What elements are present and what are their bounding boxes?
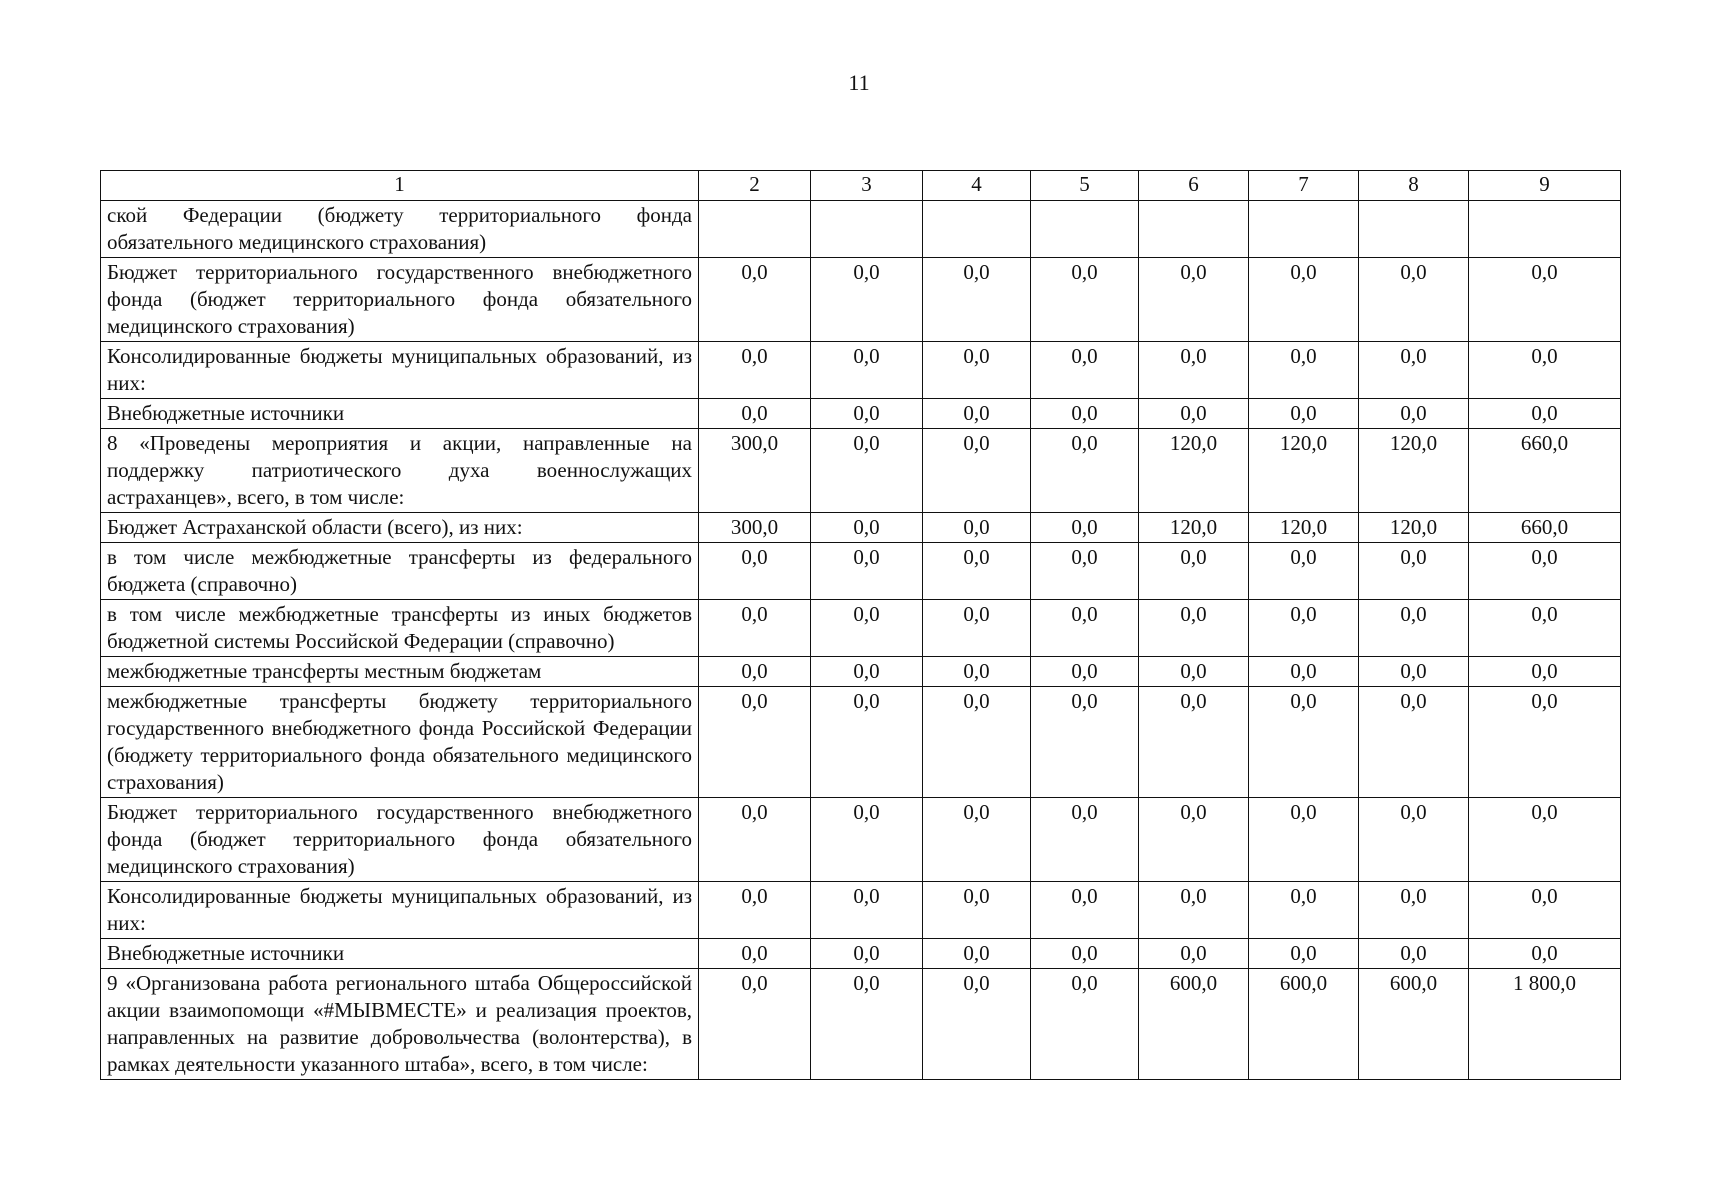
value-cell: 0,0 xyxy=(1139,882,1249,939)
value-cell: 0,0 xyxy=(1249,687,1359,798)
value-cell: 0,0 xyxy=(699,882,811,939)
value-cell: 0,0 xyxy=(1031,342,1139,399)
value-cell: 0,0 xyxy=(1139,342,1249,399)
value-cell: 0,0 xyxy=(811,969,923,1080)
value-cell: 0,0 xyxy=(1469,687,1621,798)
value-cell: 600,0 xyxy=(1249,969,1359,1080)
value-cell: 0,0 xyxy=(699,939,811,969)
value-cell: 0,0 xyxy=(811,687,923,798)
row-label: межбюджетные трансферты бюджету территориального государственного внебюджетного фонда Российской Федерации (бюджету территориального фонда обязательного медицинского страхования) xyxy=(101,687,699,798)
value-cell: 1 800,0 xyxy=(1469,969,1621,1080)
row-label: 9 «Организована работа регионального штаба Общероссийской акции взаимопомощи «#МЫВМЕСТЕ» и реализация проектов, направленных на развитие добровольчества (волонтерства), в рамках деятельности указанного штаба», всего, в том числе: xyxy=(101,969,699,1080)
value-cell xyxy=(1031,201,1139,258)
value-cell: 0,0 xyxy=(1031,399,1139,429)
table-row xyxy=(101,342,1621,399)
table-row xyxy=(101,399,1621,429)
budget-table xyxy=(100,170,1621,1080)
row-label: Бюджет территориального государственного внебюджетного фонда (бюджет территориального фонда обязательного медицинского страхования) xyxy=(101,798,699,882)
row-label: Консолидированные бюджеты муниципальных образований, из них: xyxy=(101,882,699,939)
value-cell: 0,0 xyxy=(1139,657,1249,687)
value-cell: 0,0 xyxy=(1359,657,1469,687)
value-cell: 120,0 xyxy=(1359,513,1469,543)
table-row xyxy=(101,882,1621,939)
value-cell: 0,0 xyxy=(699,687,811,798)
value-cell: 120,0 xyxy=(1139,513,1249,543)
value-cell: 120,0 xyxy=(1139,429,1249,513)
value-cell: 0,0 xyxy=(1139,687,1249,798)
value-cell: 0,0 xyxy=(1031,429,1139,513)
value-cell: 0,0 xyxy=(811,342,923,399)
value-cell: 0,0 xyxy=(1139,258,1249,342)
value-cell: 0,0 xyxy=(1139,399,1249,429)
value-cell: 0,0 xyxy=(811,543,923,600)
value-cell: 0,0 xyxy=(1031,939,1139,969)
value-cell: 0,0 xyxy=(923,429,1031,513)
value-cell: 0,0 xyxy=(923,798,1031,882)
table-row xyxy=(101,258,1621,342)
value-cell: 0,0 xyxy=(1359,798,1469,882)
value-cell: 0,0 xyxy=(699,342,811,399)
value-cell: 0,0 xyxy=(699,543,811,600)
value-cell: 0,0 xyxy=(1359,882,1469,939)
value-cell xyxy=(1249,201,1359,258)
value-cell xyxy=(811,201,923,258)
value-cell: 0,0 xyxy=(923,687,1031,798)
value-cell: 600,0 xyxy=(1359,969,1469,1080)
value-cell: 0,0 xyxy=(1249,258,1359,342)
value-cell: 0,0 xyxy=(811,657,923,687)
value-cell: 0,0 xyxy=(923,600,1031,657)
value-cell: 0,0 xyxy=(1031,657,1139,687)
value-cell: 120,0 xyxy=(1359,429,1469,513)
value-cell: 0,0 xyxy=(923,543,1031,600)
value-cell: 0,0 xyxy=(923,657,1031,687)
value-cell: 0,0 xyxy=(699,969,811,1080)
value-cell: 0,0 xyxy=(1249,600,1359,657)
page-number: 11 xyxy=(848,70,870,95)
value-cell: 0,0 xyxy=(1031,969,1139,1080)
value-cell: 0,0 xyxy=(923,342,1031,399)
row-label: 8 «Проведены мероприятия и акции, направленные на поддержку патриотического духа военнослужащих астраханцев», всего, в том числе: xyxy=(101,429,699,513)
value-cell: 0,0 xyxy=(811,513,923,543)
table-row xyxy=(101,687,1621,798)
row-label: Внебюджетные источники xyxy=(101,939,699,969)
value-cell: 0,0 xyxy=(1031,513,1139,543)
value-cell xyxy=(1359,201,1469,258)
value-cell: 0,0 xyxy=(1469,939,1621,969)
value-cell: 300,0 xyxy=(699,429,811,513)
column-header: 8 xyxy=(1359,171,1469,201)
value-cell: 0,0 xyxy=(1139,543,1249,600)
value-cell: 0,0 xyxy=(811,882,923,939)
value-cell: 300,0 xyxy=(699,513,811,543)
column-header: 9 xyxy=(1469,171,1621,201)
value-cell: 0,0 xyxy=(1469,657,1621,687)
column-header: 3 xyxy=(811,171,923,201)
value-cell: 0,0 xyxy=(1249,939,1359,969)
row-label: Консолидированные бюджеты муниципальных образований, из них: xyxy=(101,342,699,399)
column-header: 1 xyxy=(101,171,699,201)
row-label: Бюджет Астраханской области (всего), из них: xyxy=(101,513,699,543)
table-row xyxy=(101,657,1621,687)
table-row xyxy=(101,798,1621,882)
value-cell: 0,0 xyxy=(1249,798,1359,882)
value-cell: 0,0 xyxy=(1469,543,1621,600)
row-label: межбюджетные трансферты местным бюджетам xyxy=(101,657,699,687)
value-cell: 0,0 xyxy=(699,798,811,882)
value-cell: 0,0 xyxy=(923,969,1031,1080)
value-cell: 0,0 xyxy=(1031,258,1139,342)
value-cell: 0,0 xyxy=(923,939,1031,969)
header-row xyxy=(101,171,1621,201)
value-cell: 0,0 xyxy=(811,429,923,513)
table-row xyxy=(101,201,1621,258)
value-cell: 0,0 xyxy=(811,399,923,429)
value-cell xyxy=(699,201,811,258)
value-cell: 0,0 xyxy=(1139,939,1249,969)
value-cell: 0,0 xyxy=(699,258,811,342)
value-cell: 0,0 xyxy=(1359,939,1469,969)
value-cell: 0,0 xyxy=(1249,399,1359,429)
table-row xyxy=(101,600,1621,657)
value-cell: 0,0 xyxy=(923,513,1031,543)
table-row xyxy=(101,429,1621,513)
row-label: в том числе межбюджетные трансферты из иных бюджетов бюджетной системы Российской Федерации (справочно) xyxy=(101,600,699,657)
value-cell: 0,0 xyxy=(699,657,811,687)
value-cell: 0,0 xyxy=(699,399,811,429)
value-cell: 0,0 xyxy=(1469,399,1621,429)
value-cell: 660,0 xyxy=(1469,429,1621,513)
column-header: 5 xyxy=(1031,171,1139,201)
column-header: 6 xyxy=(1139,171,1249,201)
value-cell: 0,0 xyxy=(1031,687,1139,798)
value-cell: 0,0 xyxy=(1359,543,1469,600)
value-cell: 0,0 xyxy=(811,939,923,969)
value-cell: 0,0 xyxy=(1359,687,1469,798)
value-cell xyxy=(923,201,1031,258)
row-label: Внебюджетные источники xyxy=(101,399,699,429)
row-label: в том числе межбюджетные трансферты из федерального бюджета (справочно) xyxy=(101,543,699,600)
value-cell: 0,0 xyxy=(811,600,923,657)
value-cell: 0,0 xyxy=(1031,798,1139,882)
table-row xyxy=(101,939,1621,969)
table-row xyxy=(101,543,1621,600)
value-cell: 0,0 xyxy=(1359,258,1469,342)
value-cell: 0,0 xyxy=(1139,600,1249,657)
value-cell: 0,0 xyxy=(1031,882,1139,939)
value-cell: 0,0 xyxy=(1469,798,1621,882)
value-cell: 0,0 xyxy=(1249,657,1359,687)
value-cell: 0,0 xyxy=(1249,543,1359,600)
value-cell: 0,0 xyxy=(699,600,811,657)
value-cell: 0,0 xyxy=(923,258,1031,342)
value-cell: 600,0 xyxy=(1139,969,1249,1080)
value-cell: 0,0 xyxy=(923,399,1031,429)
value-cell: 0,0 xyxy=(1359,399,1469,429)
column-header: 7 xyxy=(1249,171,1359,201)
value-cell xyxy=(1139,201,1249,258)
value-cell: 120,0 xyxy=(1249,513,1359,543)
value-cell: 0,0 xyxy=(811,798,923,882)
value-cell: 0,0 xyxy=(1139,798,1249,882)
value-cell xyxy=(1469,201,1621,258)
value-cell: 0,0 xyxy=(1359,342,1469,399)
value-cell: 660,0 xyxy=(1469,513,1621,543)
value-cell: 0,0 xyxy=(1359,600,1469,657)
table-row xyxy=(101,969,1621,1080)
value-cell: 0,0 xyxy=(1031,600,1139,657)
value-cell: 0,0 xyxy=(1249,882,1359,939)
table-body xyxy=(101,201,1621,1080)
row-label: Бюджет территориального государственного внебюджетного фонда (бюджет территориального фонда обязательного медицинского страхования) xyxy=(101,258,699,342)
value-cell: 0,0 xyxy=(923,882,1031,939)
value-cell: 0,0 xyxy=(1469,342,1621,399)
value-cell: 0,0 xyxy=(1469,882,1621,939)
value-cell: 0,0 xyxy=(811,258,923,342)
value-cell: 0,0 xyxy=(1469,600,1621,657)
column-header: 4 xyxy=(923,171,1031,201)
value-cell: 0,0 xyxy=(1469,258,1621,342)
value-cell: 0,0 xyxy=(1249,342,1359,399)
value-cell: 0,0 xyxy=(1031,543,1139,600)
column-header: 2 xyxy=(699,171,811,201)
table-row xyxy=(101,513,1621,543)
row-label: ской Федерации (бюджету территориального фонда обязательного медицинского страхования) xyxy=(101,201,699,258)
value-cell: 120,0 xyxy=(1249,429,1359,513)
